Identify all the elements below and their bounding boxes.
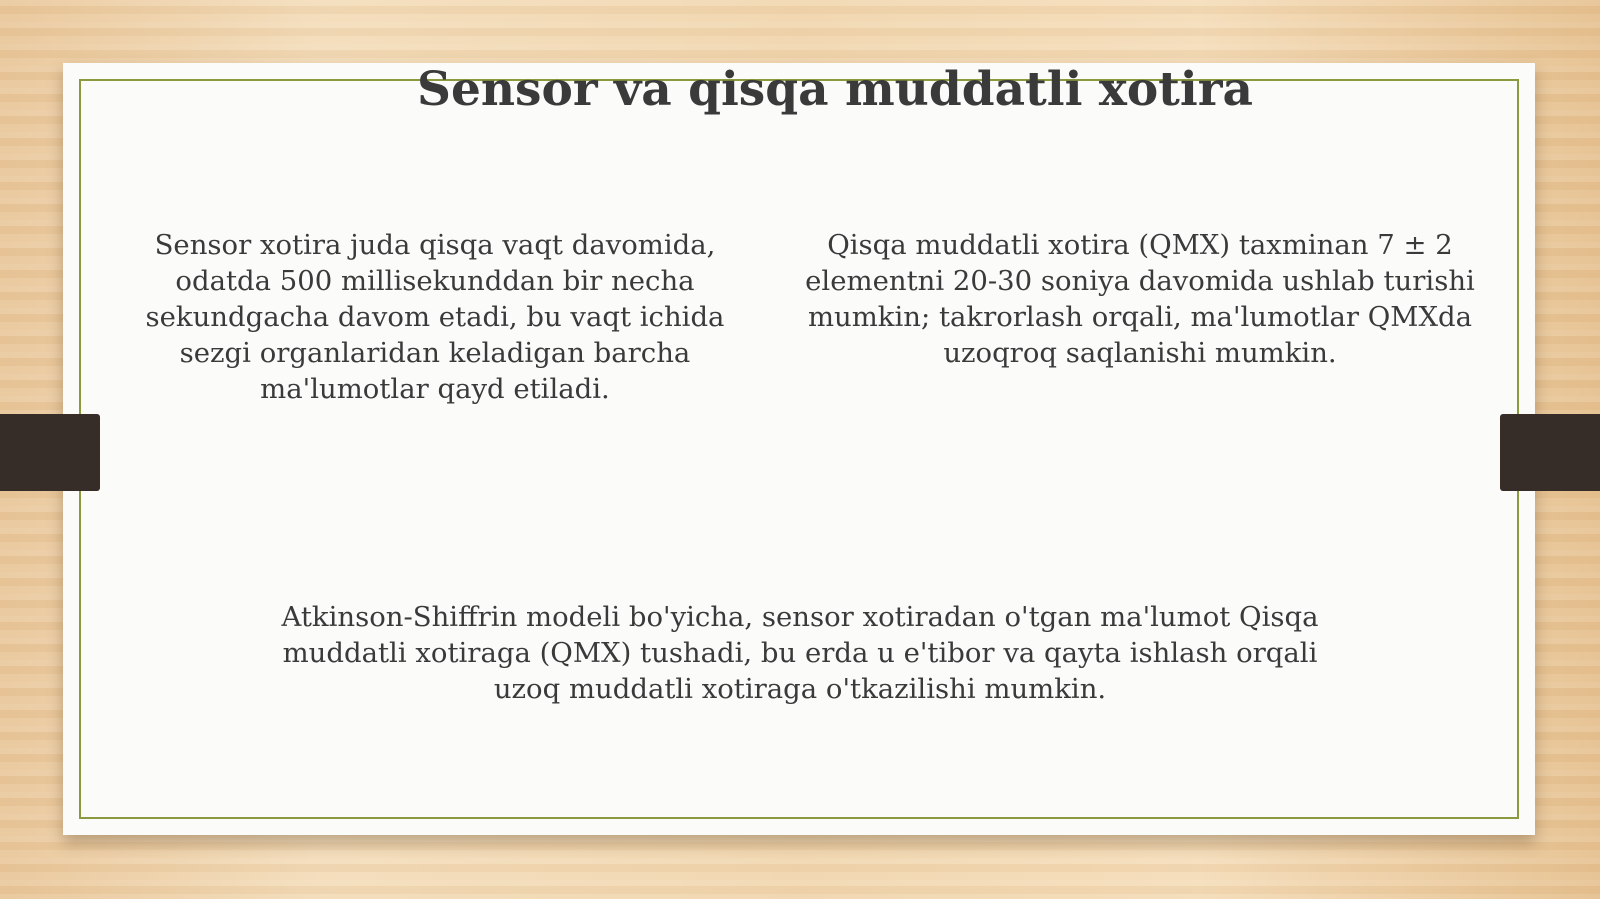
slide-card (63, 63, 1535, 835)
left-binder-clip (0, 414, 100, 491)
sensor-memory-text: Sensor xotira juda qisqa vaqt davomida, odatda 500 millisekunddan bir necha sekundgacha davom etadi, bu vaqt ichida sezgi organlaridan keladigan barcha ma'lumotlar qayd etiladi. (145, 229, 725, 405)
title-backdrop (483, 127, 1303, 187)
slide-title: Sensor va qisqa muddatli xotira (417, 62, 1253, 117)
short-term-memory-text: Qisqa muddatli xotira (QMX) taxminan 7 ± 2 elementni 20-30 soniya davomida ushlab turishi mumkin; takrorlash orqali, ma'lumotlar QMXda uzoqroq saqlanishi mumkin. (805, 229, 1475, 369)
slide-inner-border (79, 79, 1519, 819)
atkinson-shiffrin-text: Atkinson-Shiffrin modeli bo'yicha, sensor xotiradan o'tgan ma'lumot Qisqa muddatli xotiraga (QMX) tushadi, bu erda u e'tibor va qayta ishlash orqali uzoq muddatli xotiraga o'tkazilishi mumkin. (281, 601, 1319, 705)
right-binder-clip (1500, 414, 1600, 491)
